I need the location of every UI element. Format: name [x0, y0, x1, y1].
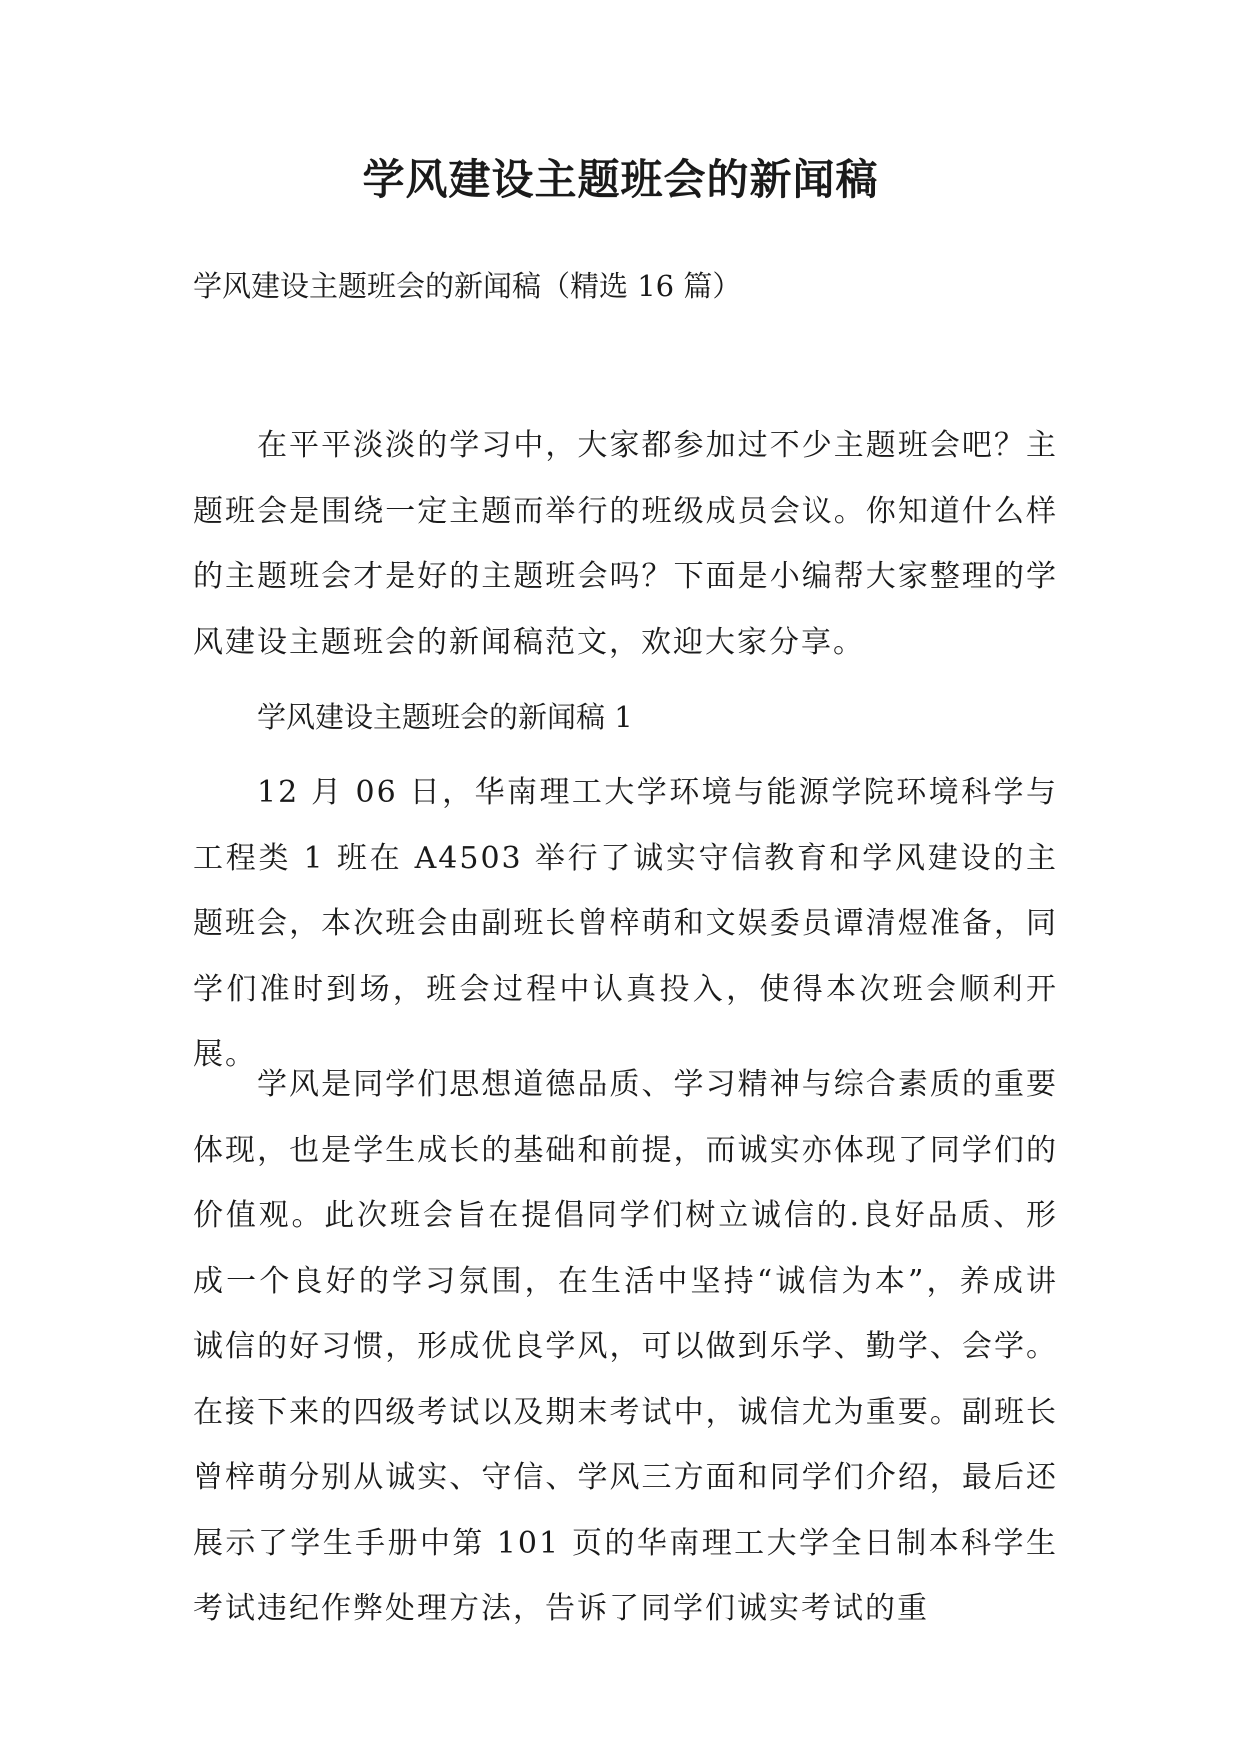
- intro-paragraph: 在平平淡淡的学习中，大家都参加过不少主题班会吧？主题班会是围绕一定主题而举行的班级成员会议。你知道什么样的主题班会才是好的主题班会吗？下面是小编帮大家整理的学风建设主题班会的新闻稿范文，欢迎大家分享。: [193, 428, 1058, 660]
- section-heading: 学风建设主题班会的新闻稿 1: [257, 700, 633, 734]
- document-subtitle: 学风建设主题班会的新闻稿（精选 16 篇）: [193, 269, 742, 303]
- body-paragraph: 学风是同学们思想道德品质、学习精神与综合素质的重要体现，也是学生成长的基础和前提，而诚实亦体现了同学们的价值观。此次班会旨在提倡同学们树立诚信的.良好品质、形成一个良好的学习氛围，在生活中坚持“诚信为本”，养成讲诚信的好习惯，形成优良学风，可以做到乐学、勤学、会学。在接下来的四级考试以及期末考试中，诚信尤为重要。副班长曾梓萌分别从诚实、守信、学风三方面和同学们介绍，最后还展示了学生手册中第 101 页的华南理工大学全日制本科学生考试违纪作弊处理方法，告诉了同学们诚实考试的重: [193, 1067, 1058, 1626]
- body-paragraph: 12 月 06 日，华南理工大学环境与能源学院环境科学与工程类 1 班在 A4503 举行了诚实守信教育和学风建设的主题班会，本次班会由副班长曾梓萌和文娱委员谭清煜准备，同学们准时到场，班会过程中认真投入，使得本次班会顺利开展。: [193, 775, 1058, 1072]
- document-title: 学风建设主题班会的新闻稿: [362, 155, 879, 204]
